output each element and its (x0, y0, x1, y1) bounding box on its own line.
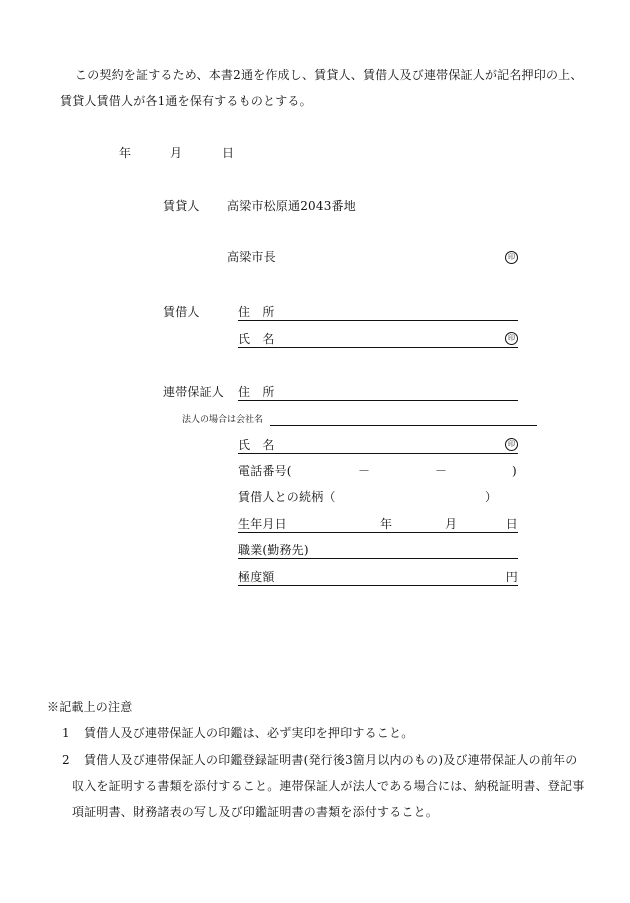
phone-close-paren: ) (512, 464, 517, 478)
guarantor-birthdate-field (238, 516, 518, 533)
note-2-line-2: 収入を証明する書類を添付すること。連帯保証人が法人である場合には、納税証明書、登記事 (72, 779, 585, 793)
occupation-label: 職業(勤務先) (238, 543, 309, 557)
notes-heading: ※記載上の注意 (47, 700, 133, 714)
phone-separator-1: － (358, 464, 371, 478)
date-day-label: 日 (222, 146, 235, 160)
guarantor-seal-icon: 印 (505, 438, 518, 451)
lessor-seal-icon: 印 (505, 251, 518, 264)
lessor-address: 高梁市松原通2043番地 (227, 199, 356, 213)
relation-label: 賃借人との続柄（ (238, 490, 336, 504)
guarantor-occupation-field (238, 542, 518, 559)
note-1-number: 1 (62, 726, 70, 740)
note-1-text: 賃借人及び連帯保証人の印鑑は、必ず実印を押印すること。 (84, 726, 414, 740)
note-2-line-1: 賃借人及び連帯保証人の印鑑登録証明書(発行後3箇月以内のもの)及び連帯保証人の前年の (84, 753, 578, 767)
intro-line-1: この契約を証するため、本書2通を作成し、賃貸人、賃借人及び連帯保証人が記名押印の上、 (75, 68, 583, 82)
lessee-name-field (238, 331, 518, 348)
lessor-name: 高梁市長 (227, 250, 276, 264)
guarantor-limit-field (238, 569, 518, 586)
company-name-note: 法人の場合は会社名 (182, 415, 264, 425)
company-name-line (270, 425, 537, 426)
lessee-name-label: 氏 名 (238, 332, 275, 346)
note-2-number: 2 (62, 753, 70, 767)
date-year-label: 年 (119, 146, 132, 160)
birthdate-year-label: 年 (380, 517, 393, 531)
lessee-address-field (238, 304, 518, 321)
lessee-seal-icon: 印 (505, 332, 518, 345)
limit-unit: 円 (505, 570, 518, 584)
birthdate-day-label: 日 (505, 517, 518, 531)
guarantor-label: 連帯保証人 (163, 385, 225, 399)
lessee-address-label: 住 所 (238, 305, 275, 319)
relation-close-paren: ） (485, 490, 498, 504)
lessee-label: 賃借人 (163, 305, 200, 319)
note-2-line-3: 項証明書、財務諸表の写し及び印鑑証明書の書類を添付すること。 (72, 805, 439, 819)
birthdate-month-label: 月 (445, 517, 458, 531)
guarantor-address-label: 住 所 (238, 385, 275, 399)
birthdate-label: 生年月日 (238, 517, 287, 531)
guarantor-name-field (238, 437, 518, 454)
phone-separator-2: － (435, 464, 448, 478)
limit-label: 極度額 (238, 570, 275, 584)
intro-line-2: 賃貸人賃借人が各1通を保有するものとする。 (60, 94, 312, 108)
lessor-label: 賃貸人 (163, 199, 200, 213)
date-month-label: 月 (170, 146, 183, 160)
guarantor-name-label: 氏 名 (238, 438, 275, 452)
phone-label: 電話番号( (238, 464, 292, 478)
guarantor-address-field (238, 384, 518, 401)
